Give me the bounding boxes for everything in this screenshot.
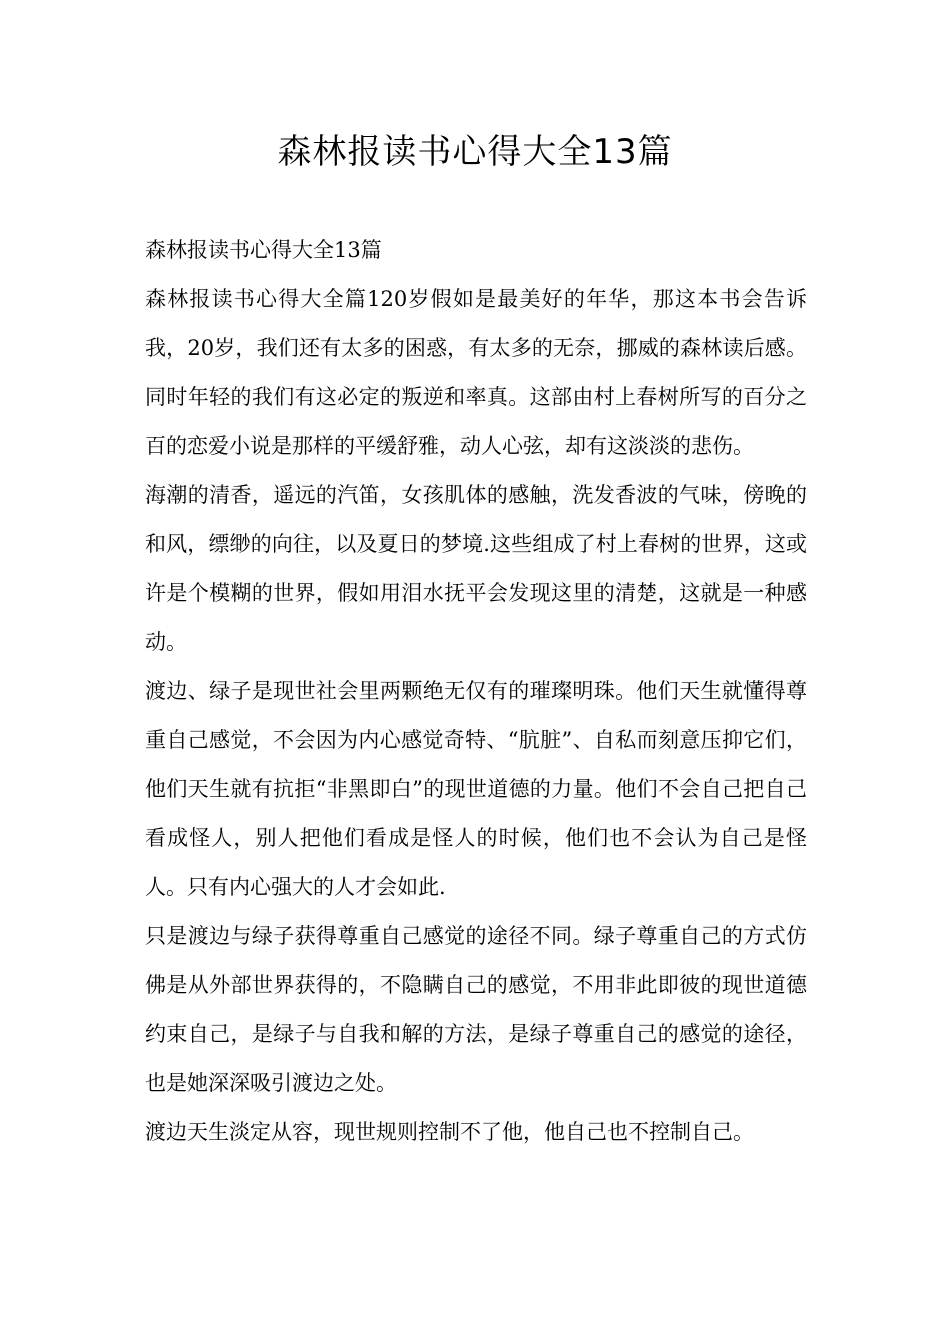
paragraph-2: 海潮的清香，遥远的汽笛，女孩肌体的感触，洗发香波的气味，傍晚的和风，缥缈的向往，以及夏日的梦境.这些组成了村上春树的世界，这或许是个模糊的世界，假如用泪水抚平会发现这里的清楚，这就是一种感动。 (145, 483, 807, 654)
document-title: 森林报读书心得大全13篇 (277, 132, 673, 172)
paragraph-4: 只是渡边与绿子获得尊重自己感觉的途径不同。绿子尊重自己的方式仿佛是从外部世界获得的，不隐瞒自己的感觉，不用非此即彼的现世道德约束自己，是绿子与自我和解的方法，是绿子尊重自己的感觉的途径，也是她深深吸引渡边之处。 (145, 924, 807, 1095)
paragraph-1: 森林报读书心得大全篇120岁假如是最美好的年华，那这本书会告诉我，20岁，我们还有太多的困惑，有太多的无奈，挪威的森林读后感。同时年轻的我们有这必定的叛逆和率真。这部由村上春树所写的百分之百的恋爱小说是那样的平缓舒雅，动人心弦，却有这淡淡的悲伤。 (145, 287, 807, 458)
paragraph-5: 渡边天生淡定从容，现世规则控制不了他，他自己也不控制自己。 (145, 1120, 754, 1144)
document-body (145, 226, 807, 1157)
document-subtitle: 森林报读书心得大全13篇 (145, 238, 382, 262)
paragraph-3: 渡边、绿子是现世社会里两颗绝无仅有的璀璨明珠。他们天生就懂得尊重自己感觉，不会因为内心感觉奇特、“肮脏”、自私而刻意压抑它们，他们天生就有抗拒“非黑即白”的现世道德的力量。他们不会自己把自己看成怪人，别人把他们看成是怪人的时候，他们也不会认为自己是怪人。只有内心强大的人才会如此. (145, 679, 807, 899)
